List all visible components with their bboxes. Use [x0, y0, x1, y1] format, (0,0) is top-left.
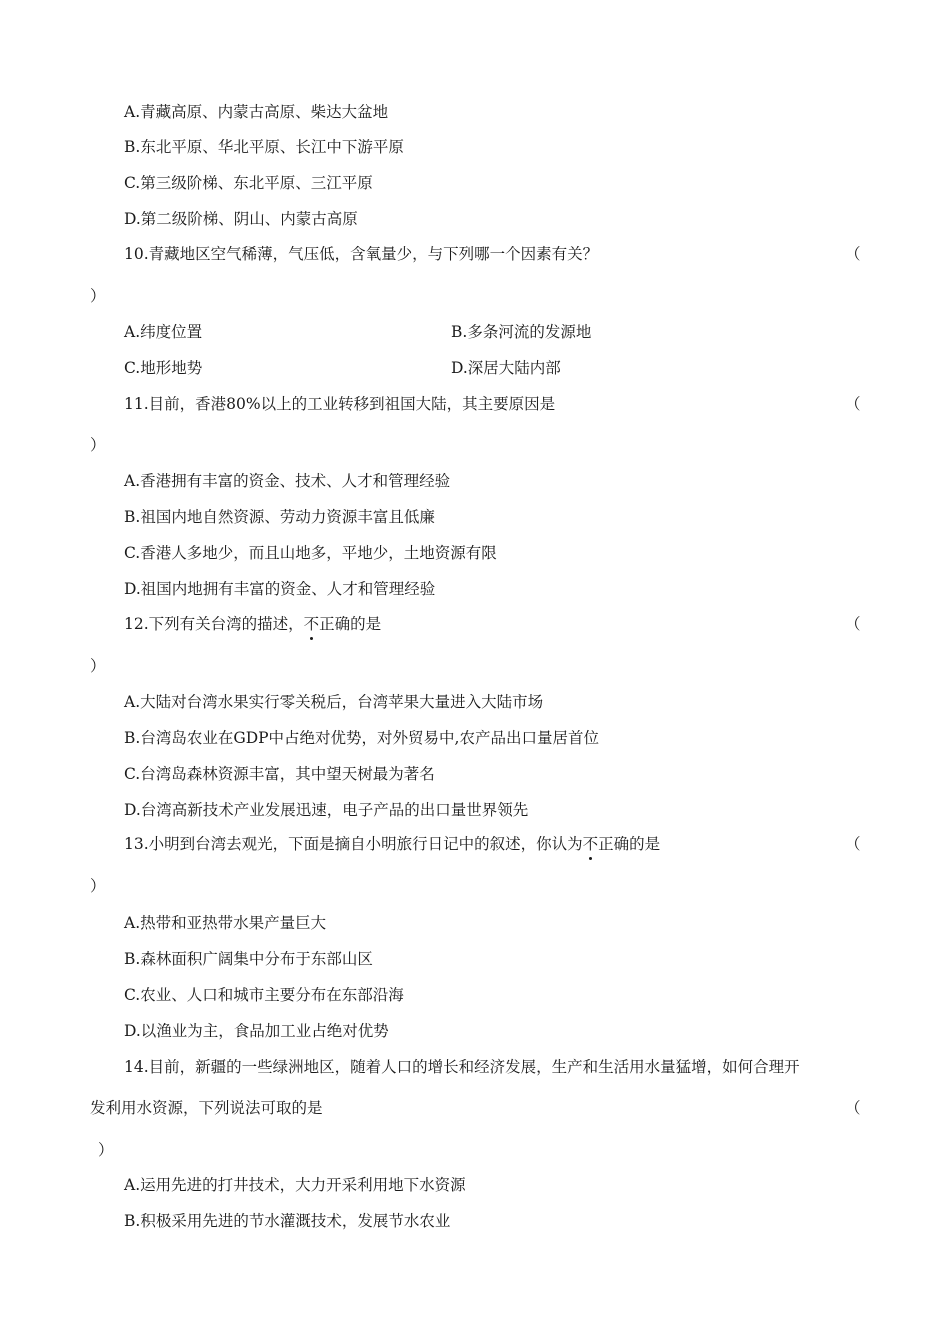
- q12-answer-paren-close: ）: [90, 657, 106, 675]
- q13-stem-pre: 13.小明到台湾去观光，下面是摘自小明旅行日记中的叙述，你认为: [124, 835, 583, 853]
- q10-answer-paren-close: ）: [90, 287, 106, 305]
- q13-answer-paren-close: ）: [90, 877, 106, 895]
- q10-option-a: A.纬度位置: [124, 323, 203, 341]
- q9-option-d: D.第二级阶梯、阴山、内蒙古高原: [124, 210, 358, 228]
- q9-option-b: B.东北平原、华北平原、长江中下游平原: [124, 138, 404, 156]
- q11-option-a: A.香港拥有丰富的资金、技术、人才和管理经验: [124, 472, 451, 490]
- q14-option-b: B.积极采用先进的节水灌溉技术，发展节水农业: [124, 1212, 451, 1230]
- q13-stem-post: 正确的是: [598, 835, 661, 853]
- q13-option-a: A.热带和亚热带水果产量巨大: [124, 914, 327, 932]
- q11-option-b: B.祖国内地自然资源、劳动力资源丰富且低廉: [124, 508, 435, 526]
- q13-answer-paren-open: （: [845, 835, 861, 853]
- q12-stem: [124, 614, 381, 634]
- q10-option-d: D.深居大陆内部: [451, 359, 561, 377]
- q11-option-c: C.香港人多地少，而且山地多，平地少，土地资源有限: [124, 544, 497, 562]
- q13-option-b: B.森林面积广阔集中分布于东部山区: [124, 950, 373, 968]
- q13-option-c: C.农业、人口和城市主要分布在东部沿海: [124, 986, 404, 1004]
- q14-answer-paren-close: ）: [98, 1141, 114, 1159]
- q10-answer-paren-open: （: [845, 245, 861, 263]
- q10-option-b: B.多条河流的发源地: [451, 323, 592, 341]
- q9-option-a: A.青藏高原、内蒙古高原、柴达大盆地: [124, 103, 389, 121]
- q14-option-a: A.运用先进的打井技术，大力开采利用地下水资源: [124, 1176, 466, 1194]
- q12-option-b: B.台湾岛农业在GDP中占绝对优势，对外贸易中,农产品出口量居首位: [124, 729, 599, 747]
- q11-option-d: D.祖国内地拥有丰富的资金、人才和管理经验: [124, 580, 436, 598]
- q10-stem: 10.青藏地区空气稀薄，气压低，含氧量少，与下列哪一个因素有关？: [124, 245, 599, 263]
- q12-stem-emphasis: 不: [303, 615, 320, 633]
- q11-stem: 11.目前，香港80%以上的工业转移到祖国大陆，其主要原因是: [124, 395, 556, 413]
- q10-option-c: C.地形地势: [124, 359, 203, 377]
- q14-stem-line-2: 发利用水资源，下列说法可取的是: [90, 1099, 323, 1117]
- q13-stem: [124, 834, 660, 854]
- q12-answer-paren-open: （: [845, 615, 861, 633]
- q12-option-c: C.台湾岛森林资源丰富，其中望天树最为著名: [124, 765, 435, 783]
- q12-option-a: A.大陆对台湾水果实行零关税后，台湾苹果大量进入大陆市场: [124, 693, 544, 711]
- q11-answer-paren-open: （: [845, 395, 861, 413]
- q14-answer-paren-open: （: [845, 1099, 861, 1117]
- q9-option-c: C.第三级阶梯、东北平原、三江平原: [124, 174, 373, 192]
- q11-answer-paren-close: ）: [90, 436, 106, 454]
- q12-stem-post: 正确的是: [319, 615, 382, 633]
- q12-stem-pre: 12.下列有关台湾的描述，: [124, 615, 304, 633]
- q13-stem-emphasis: 不: [582, 835, 599, 853]
- q14-stem-line-1: 14.目前，新疆的一些绿洲地区，随着人口的增长和经济发展，生产和生活用水量猛增，如何合理开: [124, 1058, 800, 1076]
- q12-option-d: D.台湾高新技术产业发展迅速，电子产品的出口量世界领先: [124, 801, 529, 819]
- q13-option-d: D.以渔业为主，食品加工业占绝对优势: [124, 1022, 389, 1040]
